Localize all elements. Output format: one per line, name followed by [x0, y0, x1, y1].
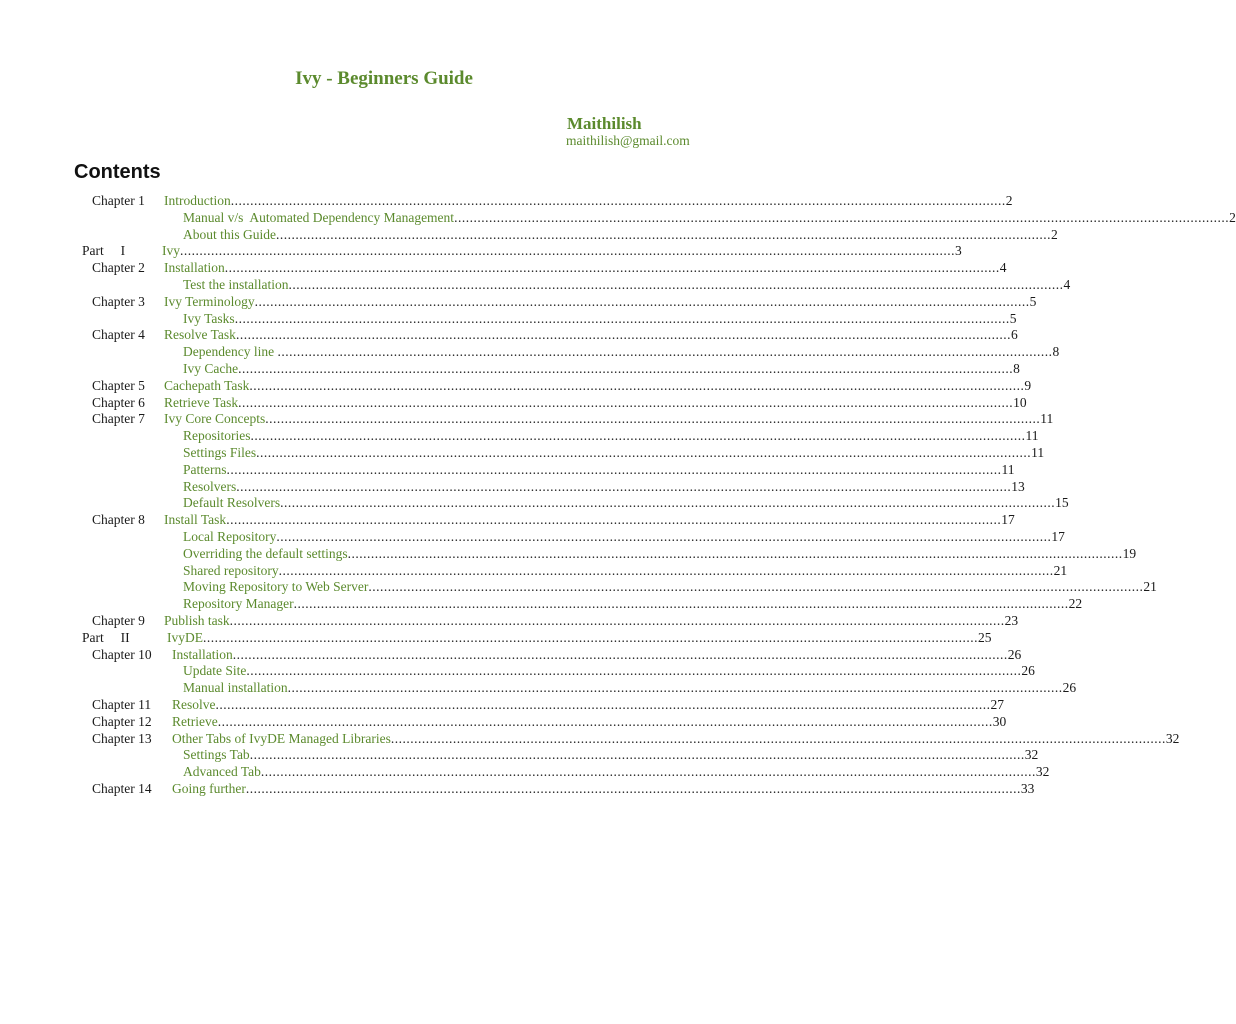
author-name: Maithilish — [567, 114, 642, 133]
toc-page-number: 4 — [1063, 277, 1071, 292]
toc-dot-leader: ........................................................................................................................................................................................................ — [232, 646, 1008, 662]
toc-entry-title: Resolve — [172, 697, 216, 712]
toc-entry-link[interactable] — [183, 277, 1071, 293]
toc-entry-title: Overriding the default settings — [183, 545, 348, 561]
toc-chapter-number: Chapter 4 — [92, 327, 145, 343]
toc-page-number: 27 — [990, 697, 1004, 712]
toc-chapter-number: Chapter 5 — [92, 377, 145, 393]
toc-dot-leader: ........................................................................................................................................................................................................ — [276, 226, 1051, 242]
toc-page-number: 13 — [1011, 478, 1025, 494]
toc-dot-leader: ........................................................................................................................................................................................................ — [249, 747, 1025, 763]
toc-page-number: 11 — [1001, 461, 1015, 477]
toc-entry-link[interactable] — [183, 428, 1039, 444]
toc-entry-link[interactable] — [183, 663, 1035, 679]
toc-entry-title: Installation — [164, 260, 225, 276]
toc-entry-link[interactable] — [183, 445, 1045, 461]
toc-row — [0, 781, 1035, 797]
toc-page-number: 26 — [1007, 646, 1022, 662]
toc-row — [0, 629, 992, 646]
toc-dot-leader: ........................................................................................................................................................................................................ — [226, 512, 1002, 528]
toc-chapter-number: Chapter 9 — [92, 613, 145, 628]
toc-entry-link[interactable] — [164, 512, 1015, 528]
toc-entry-link[interactable] — [183, 579, 1157, 595]
toc-dot-leader: ........................................................................................................................................................................................................ — [249, 377, 1025, 393]
toc-entry-link[interactable] — [183, 361, 1020, 377]
toc-row — [0, 193, 1013, 209]
toc-row — [0, 411, 1054, 427]
toc-dot-leader: ........................................................................................................................................................................................................ — [276, 529, 1052, 544]
toc-chapter-number: Chapter 6 — [92, 394, 145, 410]
toc-dot-leader: ........................................................................................................................................................................................................ — [215, 697, 991, 712]
toc-entry-link[interactable] — [164, 394, 1027, 411]
toc-entry-link[interactable] — [183, 764, 1050, 780]
toc-dot-leader: ........................................................................................................................................................................................................ — [217, 713, 993, 729]
toc-row — [0, 226, 1058, 243]
toc-page-number: 26 — [1021, 663, 1035, 679]
toc-dot-leader: ........................................................................................................................................................................................................ — [278, 562, 1054, 578]
toc-entry-title: Going further — [172, 781, 246, 796]
toc-entry-title: Other Tabs of IvyDE Managed Libraries — [172, 730, 391, 746]
toc-chapter-number: Chapter 7 — [92, 411, 145, 427]
toc-entry-title: Publish task — [164, 613, 230, 628]
toc-row — [0, 663, 1035, 679]
toc-row — [0, 277, 1071, 293]
author-email[interactable]: maithilish@gmail.com — [566, 133, 690, 148]
toc-row — [0, 394, 1027, 411]
toc-entry-link[interactable] — [183, 562, 1068, 579]
toc-chapter-number: Chapter 2 — [92, 260, 145, 276]
toc-row — [0, 596, 1083, 612]
toc-row — [0, 747, 1039, 763]
toc-row — [0, 613, 1019, 629]
toc-page-number: 32 — [1165, 730, 1180, 746]
toc-entry-title: Shared repository — [183, 562, 279, 578]
toc-entry-title: Advanced Tab — [183, 764, 261, 780]
toc-entry-link[interactable] — [164, 260, 1007, 276]
toc-page-number: 11 — [1025, 428, 1039, 444]
toc-entry-link[interactable] — [164, 193, 1013, 209]
toc-row — [0, 428, 1039, 444]
contents-heading: Contents — [74, 161, 161, 183]
toc-dot-leader: ........................................................................................................................................................................................................ — [256, 445, 1032, 460]
toc-entry-title: Update Site — [183, 663, 247, 679]
toc-page-number: 4 — [999, 260, 1007, 276]
toc-page-number: 17 — [1051, 529, 1065, 544]
toc-page-number: 30 — [992, 713, 1007, 729]
toc-entry-title: Resolvers — [183, 478, 237, 494]
toc-entry-title: Manual v/s Automated Dependency Management — [183, 209, 455, 225]
toc-chapter-number: Chapter 13 — [92, 730, 152, 746]
toc-dot-leader: ........................................................................................................................................................................................................ — [250, 428, 1026, 444]
toc-dot-leader: ........................................................................................................................................................................................................ — [454, 209, 1230, 225]
toc-page-number: 22 — [1068, 596, 1083, 612]
toc-page-number: 19 — [1122, 545, 1137, 561]
toc-dot-leader: ........................................................................................................................................................................................................ — [238, 394, 1014, 410]
toc-dot-leader: ........................................................................................................................................................................................................ — [254, 293, 1030, 309]
toc-page-number: 17 — [1001, 512, 1015, 528]
toc-entry-link[interactable] — [183, 344, 1060, 360]
toc-entry-link[interactable] — [183, 747, 1039, 763]
toc-row — [0, 445, 1045, 461]
toc-entry-link[interactable] — [183, 680, 1077, 696]
toc-entry-link[interactable] — [164, 377, 1032, 394]
toc-page-number: 5 — [1029, 293, 1037, 309]
toc-page-number: 23 — [1004, 613, 1019, 628]
toc-page-number: 3 — [955, 243, 962, 259]
toc-entry-title: Patterns — [183, 461, 227, 477]
toc-entry-title: Ivy Tasks — [183, 310, 235, 326]
toc-dot-leader: ........................................................................................................................................................................................................ — [347, 545, 1123, 561]
toc-part-number: Part II — [82, 629, 130, 645]
toc-page-number: 10 — [1013, 394, 1027, 410]
toc-page-number: 2 — [1051, 226, 1058, 242]
toc-entry-link[interactable] — [172, 646, 1022, 663]
toc-row — [0, 209, 1236, 226]
toc-entry-link[interactable] — [183, 209, 1236, 226]
toc-dot-leader: ........................................................................................................................................................................................................ — [293, 596, 1069, 612]
toc-entry-link[interactable] — [183, 226, 1058, 243]
toc-dot-leader: ........................................................................................................................................................................................................ — [203, 629, 978, 645]
toc-row — [0, 680, 1077, 696]
toc-dot-leader: ........................................................................................................................................................................................................ — [226, 461, 1002, 477]
toc-row — [0, 260, 1007, 276]
toc-entry-link[interactable] — [172, 697, 1004, 713]
toc-entry-link[interactable] — [167, 629, 992, 646]
toc-dot-leader: ........................................................................................................................................................................................................ — [230, 193, 1006, 208]
toc-dot-leader: ........................................................................................................................................................................................................ — [238, 361, 1014, 376]
toc-chapter-number: Chapter 10 — [92, 646, 152, 662]
toc-dot-leader: ........................................................................................................................................................................................................ — [277, 344, 1053, 360]
toc-entry-title: Cachepath Task — [164, 377, 250, 393]
toc-page-number: 21 — [1053, 562, 1068, 578]
toc-entry-link[interactable] — [172, 713, 1007, 730]
toc-row — [0, 730, 1180, 747]
toc-entry-title: About this Guide — [183, 226, 276, 242]
toc-chapter-number: Chapter 3 — [92, 293, 145, 309]
toc-entry-title: Test the installation — [183, 277, 289, 292]
toc-entry-link[interactable] — [183, 310, 1017, 327]
toc-row — [0, 545, 1137, 562]
toc-page-number: 2 — [1005, 193, 1013, 208]
toc-dot-leader: ........................................................................................................................................................................................................ — [287, 680, 1063, 696]
toc-page-number: 6 — [1010, 327, 1018, 343]
toc-entry-title: Manual installation — [183, 680, 288, 696]
toc-entry-title: Ivy Terminology — [164, 293, 255, 309]
toc-entry-title: Repositories — [183, 428, 251, 444]
toc-entry-link[interactable] — [183, 495, 1069, 511]
toc-row — [0, 243, 962, 259]
toc-page-number: 8 — [1013, 361, 1020, 376]
toc-row — [0, 377, 1032, 394]
toc-row — [0, 529, 1065, 545]
toc-chapter-number: Chapter 11 — [92, 697, 152, 712]
toc-page-number: 25 — [978, 629, 992, 645]
toc-page-number: 26 — [1062, 680, 1077, 696]
toc-dot-leader: ........................................................................................................................................................................................................ — [224, 260, 1000, 276]
toc-entry-link[interactable] — [183, 461, 1015, 478]
toc-entry-title: Install Task — [164, 512, 227, 528]
toc-entry-link[interactable] — [162, 243, 962, 259]
toc-entry-title: Settings Files — [183, 445, 257, 460]
toc-row — [0, 293, 1037, 310]
toc-entry-link[interactable] — [183, 596, 1083, 612]
toc-row — [0, 327, 1018, 343]
toc-row — [0, 512, 1015, 528]
document-title: Ivy - Beginners Guide — [295, 68, 473, 89]
toc-page-number: 11 — [1040, 411, 1054, 427]
toc-row — [0, 579, 1157, 595]
toc-entry-title: Ivy — [162, 243, 180, 259]
toc-entry-title: Local Repository — [183, 529, 277, 544]
toc-entry-title: Introduction — [164, 193, 231, 208]
toc-entry-title: Settings Tab — [183, 747, 250, 763]
toc-entry-title: IvyDE — [167, 629, 203, 645]
toc-row — [0, 495, 1069, 511]
toc-page-number: 15 — [1055, 495, 1069, 511]
toc-page-number: 9 — [1024, 377, 1032, 393]
toc-chapter-number: Chapter 14 — [92, 781, 152, 796]
toc-row — [0, 562, 1068, 579]
toc-entry-link[interactable] — [172, 730, 1180, 747]
toc-entry-title: Default Resolvers — [183, 495, 281, 511]
toc-row — [0, 361, 1020, 377]
toc-page-number: 5 — [1009, 310, 1017, 326]
toc-row — [0, 697, 1004, 713]
toc-entry-title: Retrieve Task — [164, 394, 239, 410]
toc-dot-leader: ........................................................................................................................................................................................................ — [246, 663, 1022, 679]
toc-entry-link[interactable] — [164, 613, 1019, 629]
toc-entry-link[interactable] — [164, 411, 1054, 427]
toc-row — [0, 646, 1022, 663]
toc-dot-leader: ........................................................................................................................................................................................................ — [260, 764, 1036, 780]
toc-entry-link[interactable] — [183, 478, 1025, 495]
toc-entry-title: Resolve Task — [164, 327, 236, 343]
toc-entry-title: Moving Repository to Web Server — [183, 579, 369, 595]
toc-page-number: 21 — [1143, 579, 1157, 595]
toc-entry-link[interactable] — [164, 293, 1037, 310]
toc-row — [0, 478, 1025, 495]
toc-page-number: 2 — [1229, 209, 1236, 225]
toc-dot-leader: ........................................................................................................................................................................................................ — [368, 579, 1144, 595]
toc-dot-leader: ........................................................................................................................................................................................................ — [265, 411, 1041, 427]
toc-row — [0, 713, 1007, 730]
toc-dot-leader: ........................................................................................................................................................................................................ — [288, 277, 1064, 292]
toc-row — [0, 310, 1017, 327]
toc-dot-leader: ........................................................................................................................................................................................................ — [234, 310, 1010, 326]
toc-chapter-number: Chapter 12 — [92, 713, 152, 729]
toc-entry-title: Dependency line — [183, 344, 278, 360]
toc-chapter-number: Chapter 8 — [92, 512, 145, 528]
toc-dot-leader: ........................................................................................................................................................................................................ — [390, 730, 1166, 746]
toc-entry-title: Installation — [172, 646, 233, 662]
toc-entry-link[interactable] — [183, 545, 1137, 562]
toc-dot-leader: ........................................................................................................................................................................................................ — [280, 495, 1056, 511]
toc-row — [0, 461, 1015, 478]
toc-page-number: 11 — [1031, 445, 1045, 460]
toc-entry-link[interactable] — [172, 781, 1035, 797]
toc-entry-link[interactable] — [183, 529, 1065, 545]
toc-dot-leader: ........................................................................................................................................................................................................ — [235, 327, 1011, 343]
toc-row — [0, 764, 1050, 780]
toc-entry-title: Ivy Core Concepts — [164, 411, 266, 427]
toc-page-number: 32 — [1035, 764, 1050, 780]
toc-entry-title: Repository Manager — [183, 596, 294, 612]
toc-chapter-number: Chapter 1 — [92, 193, 145, 208]
toc-entry-link[interactable] — [164, 327, 1018, 343]
toc-dot-leader: ........................................................................................................................................................................................................ — [180, 243, 955, 259]
toc-dot-leader: ........................................................................................................................................................................................................ — [245, 781, 1021, 796]
toc-entry-title: Retrieve — [172, 713, 218, 729]
toc-page-number: 33 — [1020, 781, 1035, 796]
toc-row — [0, 344, 1060, 360]
toc-dot-leader: ........................................................................................................................................................................................................ — [229, 613, 1005, 628]
toc-entry-title: Ivy Cache — [183, 361, 239, 376]
toc-page-number: 8 — [1052, 344, 1060, 360]
toc-dot-leader: ........................................................................................................................................................................................................ — [236, 478, 1012, 494]
toc-part-number: Part I — [82, 243, 126, 259]
toc-page-number: 32 — [1024, 747, 1039, 763]
